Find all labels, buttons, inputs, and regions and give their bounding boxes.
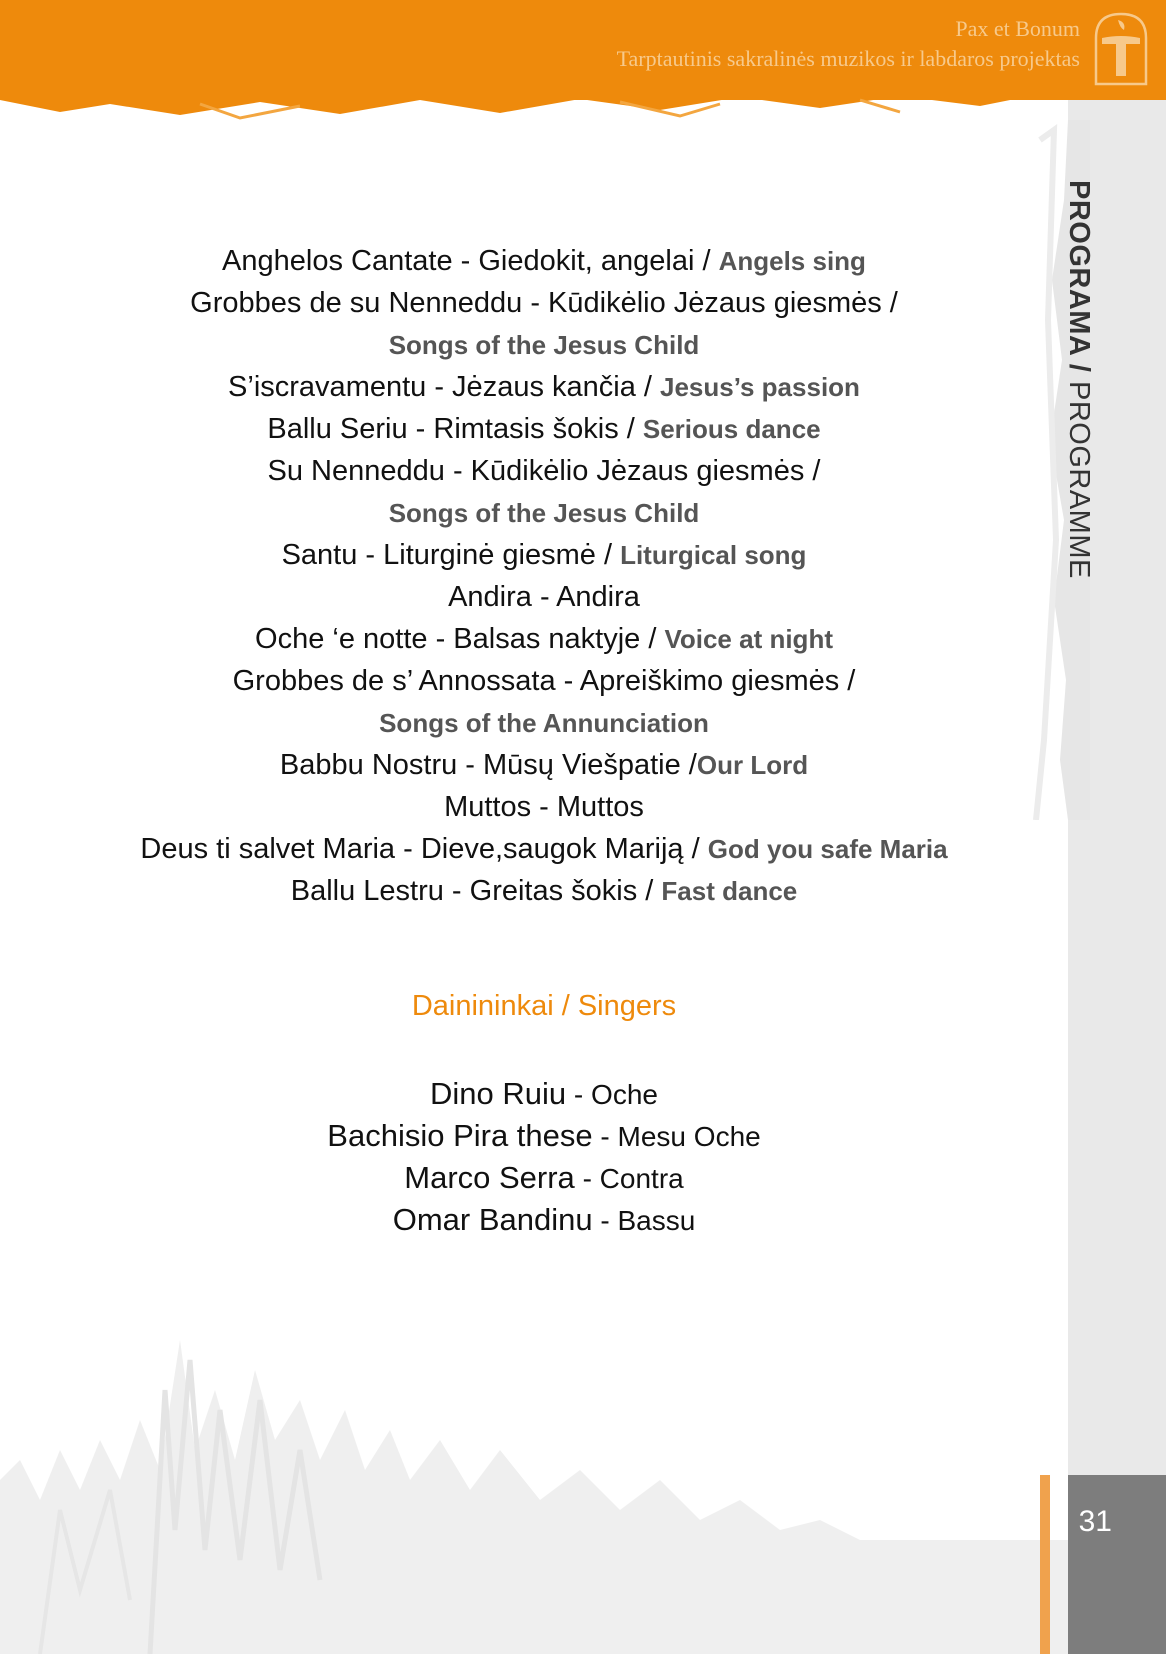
program-translation: Songs of the Jesus Child — [388, 498, 700, 528]
program-line — [60, 660, 1028, 702]
brush-edge-decoration — [0, 80, 1166, 120]
singer-row — [60, 1115, 1028, 1157]
program-line — [60, 870, 1028, 912]
singers-list — [60, 1073, 1028, 1241]
program-line — [60, 408, 1028, 450]
program-line — [60, 240, 1028, 282]
program-line — [60, 492, 1028, 534]
program-translation: Songs of the Annunciation — [379, 708, 709, 738]
program-line — [60, 702, 1028, 744]
program-title: Grobbes de s’ Annossata - Apreiškimo giesmės / — [232, 665, 856, 697]
program-title: S’iscravamentu - Jėzaus kančia / — [228, 371, 661, 403]
tau-cross-icon — [1090, 8, 1152, 88]
singer-role: - Contra — [574, 1163, 684, 1194]
vertical-section-title — [1062, 180, 1095, 579]
program-translation: Serious dance — [642, 414, 821, 444]
program-title: Ballu Seriu - Rimtasis šokis / — [267, 413, 643, 445]
program-line — [60, 618, 1028, 660]
singer-name: Marco Serra — [404, 1160, 575, 1195]
singer-row — [60, 1073, 1028, 1115]
program-line — [60, 576, 1028, 618]
program-line — [60, 744, 1028, 786]
program-translation: Jesus’s passion — [660, 372, 860, 402]
program-line — [60, 324, 1028, 366]
program-line — [60, 282, 1028, 324]
vertical-title-lt: PROGRAMA / — [1063, 180, 1095, 381]
program-line — [60, 450, 1028, 492]
program-translation: Voice at night — [664, 624, 833, 654]
program-translation: Angels sing — [718, 246, 866, 276]
program-translation: Fast dance — [661, 876, 798, 906]
singer-row — [60, 1199, 1028, 1241]
singer-role: - Oche — [566, 1079, 658, 1110]
singer-row — [60, 1157, 1028, 1199]
program-translation: God you safe Maria — [707, 834, 948, 864]
page-number: 31 — [1078, 1505, 1112, 1538]
program-line — [60, 786, 1028, 828]
vertical-title-en: PROGRAMME — [1063, 380, 1095, 579]
header-subtitle: Tarptautinis sakralinės muzikos ir labdaros projektas — [616, 46, 1080, 71]
header-title: Pax et Bonum — [955, 16, 1080, 41]
program-title: Anghelos Cantate - Giedokit, angelai / — [222, 245, 719, 277]
page-number-box — [1068, 1475, 1166, 1654]
program-line — [60, 828, 1028, 870]
program-line — [60, 366, 1028, 408]
program-title: Ballu Lestru - Greitas šokis / — [290, 875, 662, 907]
program-title: Babbu Nostru - Mūsų Viešpatie / — [279, 749, 697, 781]
singers-heading: Dainininkai / Singers — [411, 990, 677, 1022]
singer-name: Omar Bandinu — [392, 1202, 593, 1237]
program-title: Su Nenneddu - Kūdikėlio Jėzaus giesmės / — [267, 455, 821, 487]
bottom-brush-decoration — [0, 1330, 1068, 1654]
program-list — [60, 240, 1028, 912]
program-translation: Our Lord — [696, 750, 809, 780]
program-translation: Liturgical song — [620, 540, 807, 570]
program-line — [60, 534, 1028, 576]
program-title: Oche ‘e notte - Balsas naktyje / — [255, 623, 665, 655]
program-title: Grobbes de su Nenneddu - Kūdikėlio Jėzaus giesmės / — [190, 287, 898, 319]
header-text — [617, 14, 1080, 74]
program-title: Deus ti salvet Maria - Dieve,saugok Mariją / — [140, 833, 708, 865]
program-title: Santu - Liturginė giesmė / — [281, 539, 621, 571]
program-translation: Songs of the Jesus Child — [388, 330, 700, 360]
singer-role: - Bassu — [592, 1205, 696, 1236]
singer-name: Bachisio Pira these — [327, 1118, 593, 1153]
accent-bar — [1040, 1475, 1050, 1654]
program-title: Andira - Andira — [448, 581, 640, 613]
program-title: Muttos - Muttos — [444, 791, 644, 823]
singer-name: Dino Ruiu — [430, 1076, 567, 1111]
singer-role: - Mesu Oche — [592, 1121, 761, 1152]
